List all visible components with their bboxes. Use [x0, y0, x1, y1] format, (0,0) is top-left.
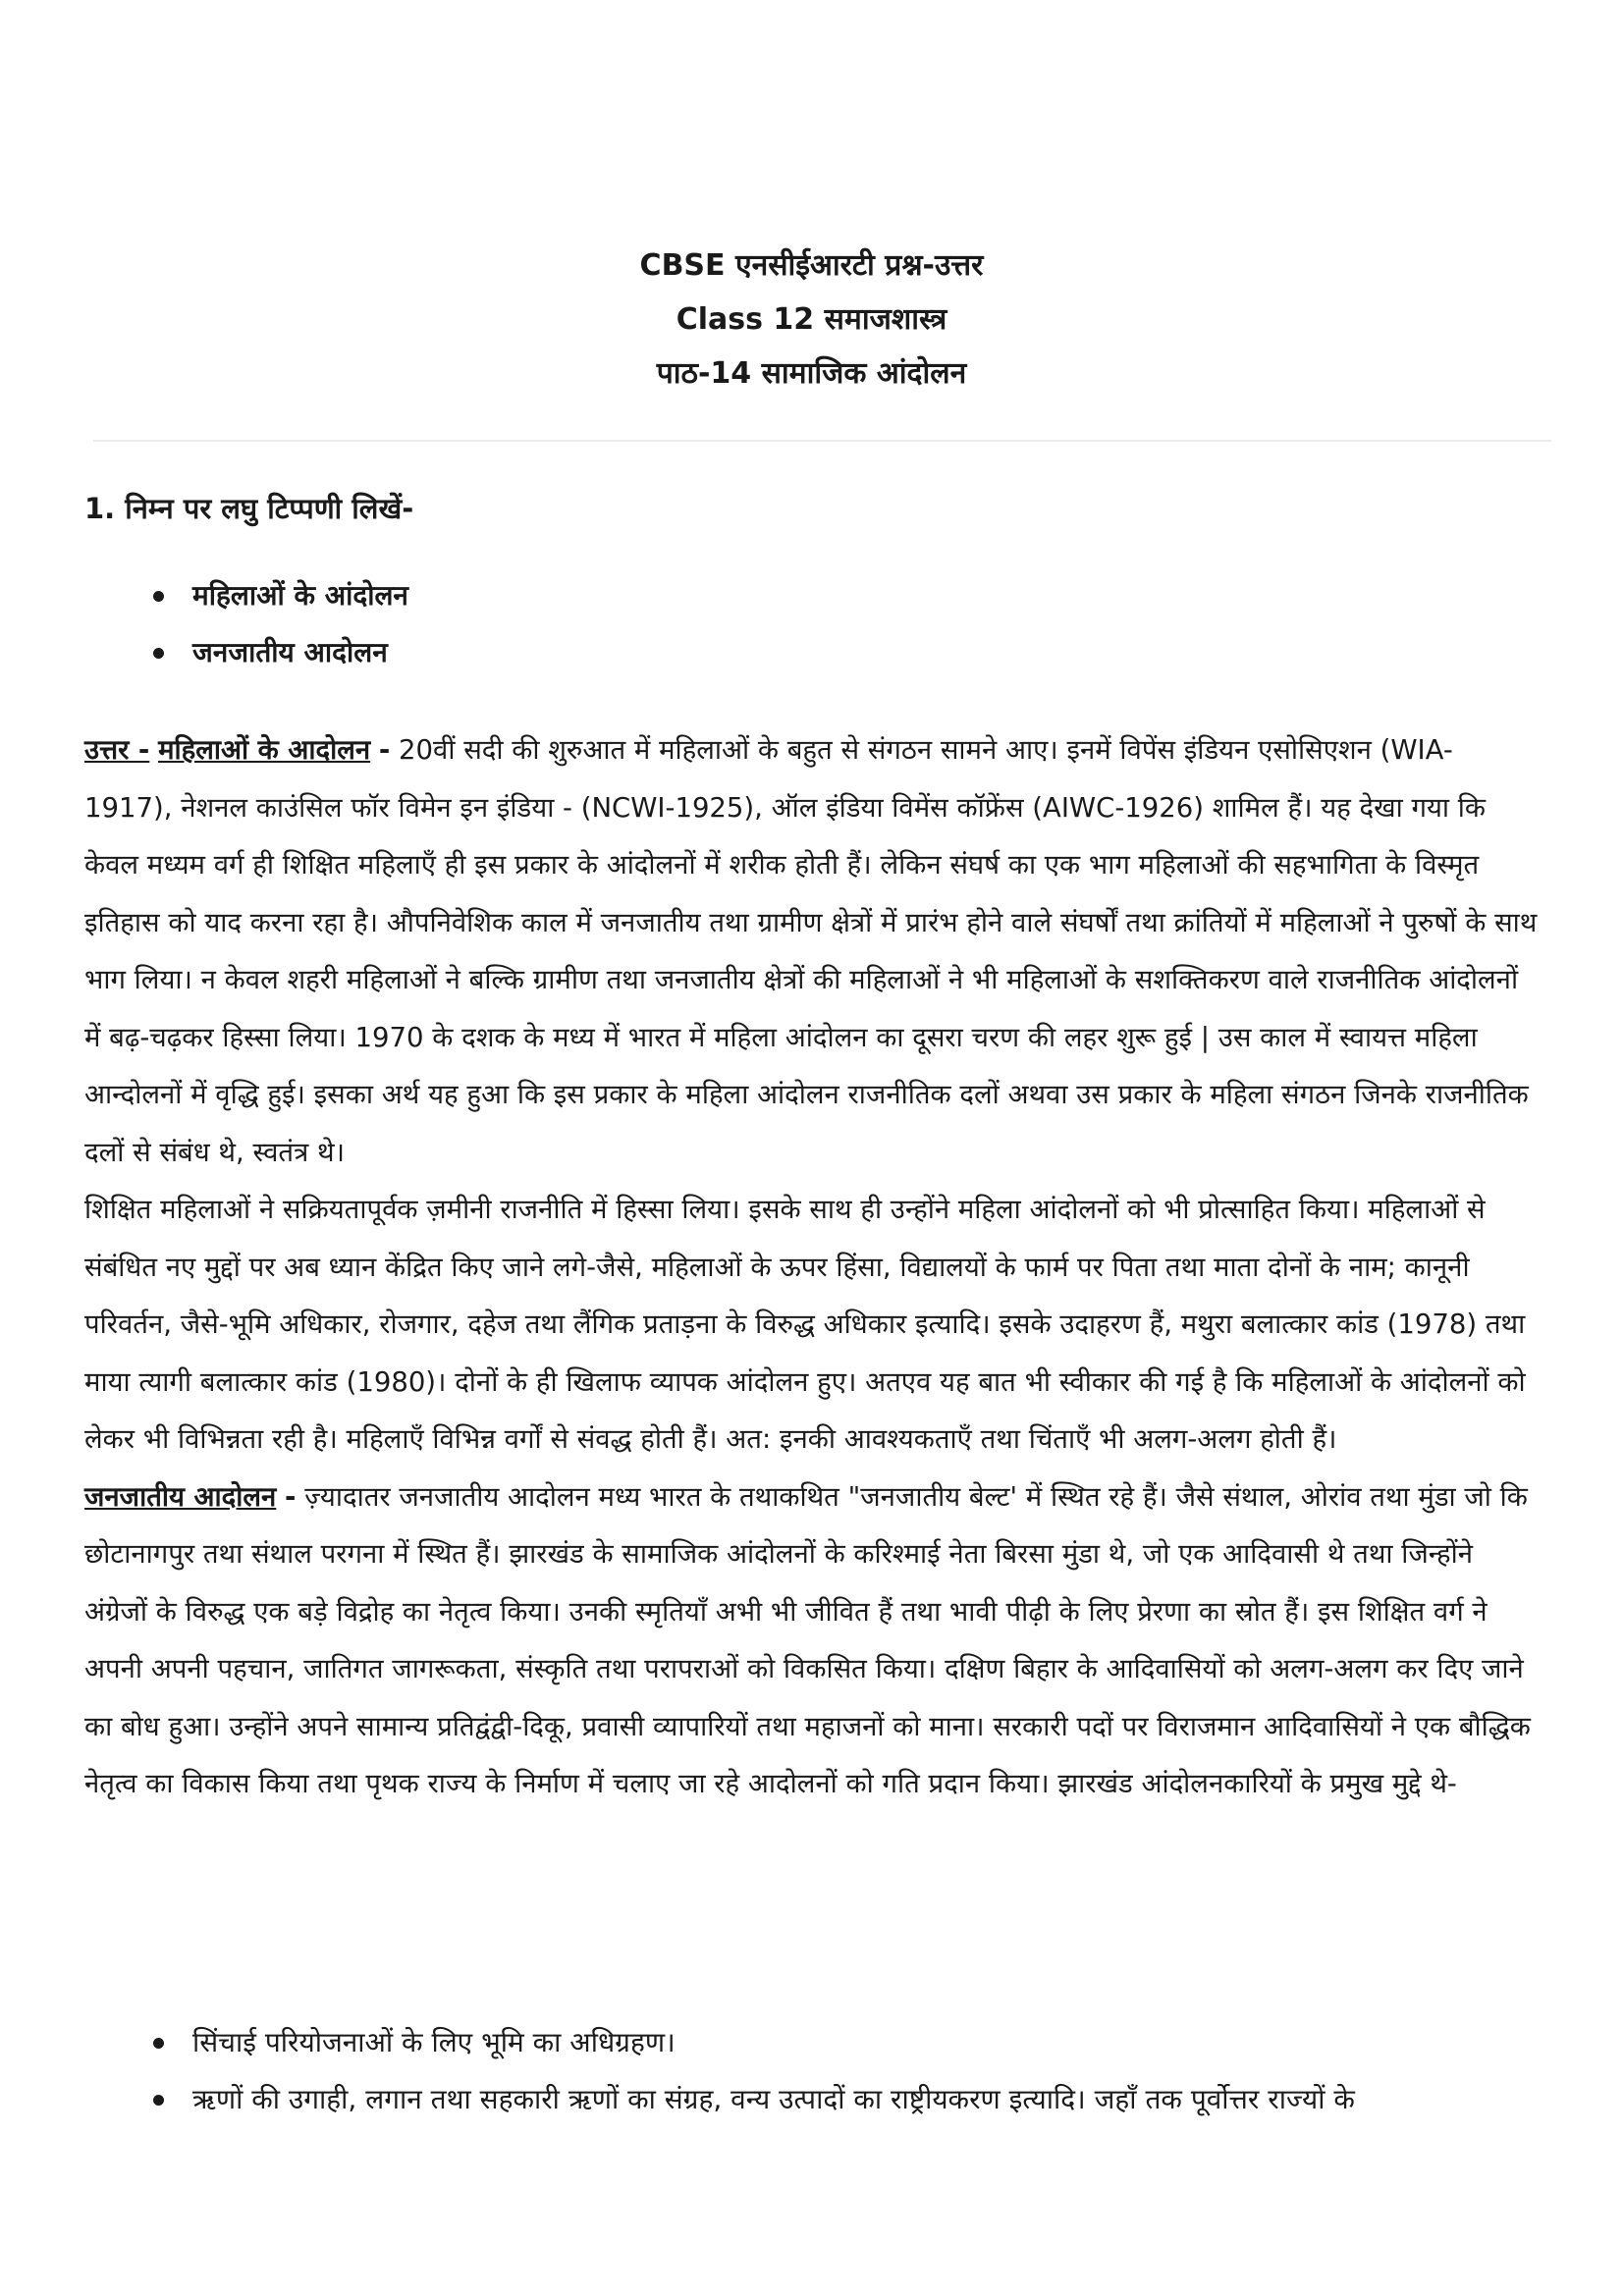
issue-text: ऋणों की उगाही, लगान तथा सहकारी ऋणों का संग्रह, वन्य उत्पादों का राष्ट्रीयकरण इत्यादि। जहाँ तक पूर्वोत्तर राज्यों के — [192, 2083, 1355, 2115]
section-heading-women: महिलाओं के आदोलन — [158, 734, 371, 766]
header-title: CBSE एनसीईआरटी प्रश्न-उत्तर — [639, 248, 984, 283]
bullet-icon — [153, 591, 164, 602]
bullet-icon — [153, 648, 164, 659]
question-list — [147, 567, 408, 681]
issue-item — [147, 2014, 1355, 2071]
header-chapter: पाठ-14 सामाजिक आंदोलन — [656, 356, 967, 391]
issues-list — [147, 2014, 1355, 2128]
answer-body — [84, 721, 1540, 1813]
answer-label: उत्तर - — [84, 734, 150, 766]
bullet-icon — [153, 2038, 164, 2049]
bullet-icon — [153, 2095, 164, 2106]
question-text: 1. निम्न पर लघु टिप्पणी लिखें- — [84, 492, 414, 525]
answer-section-tribal — [84, 1468, 1540, 1813]
paragraph: शिक्षित महिलाओं ने सक्रियतापूर्वक ज़मीनी राजनीति में हिस्सा लिया। इसके साथ ही उन्होंने महिला आंदोलनों को भी प्रोत्साहित किया। महिलाओं से संबंधित नए मुद्दों पर अब ध्यान केंद्रित किए जाने लगे-जैसे, महिलाओं के ऊपर हिंसा, विद्यालयों के फार्म पर पिता तथा माता दोनों के नाम; कानूनी परिवर्तन, जैसे-भूमि अधिकार, रोजगार, दहेज तथा लैंगिक प्रताड़ना के विरुद्ध अधिकार इत्यादि। इसके उदाहरण हैं, मथुरा बलात्कार कांड (1978) तथा माया त्यागी बलात्कार कांड (1980)। दोनों के ही खिलाफ व्यापक आंदोलन हुए। अतएव यह बात भी स्वीकार की गई है कि महिलाओं के आंदोलनों को लेकर भी विभिन्नता रही है। महिलाएँ विभिन्न वर्गों से संवद्ध होती हैं। अत: इनकी आवश्यकताएँ तथा चिंताएँ भी अलग-अलग होती हैं। — [84, 1194, 1526, 1455]
question-item-label: महिलाओं के आंदोलन — [192, 579, 408, 612]
heading-dash: - — [285, 1480, 297, 1513]
question-item-label: जनजातीय आदोलन — [192, 636, 388, 668]
paragraph: 20वीं सदी की शुरुआत में महिलाओं के बहुत से संगठन सामने आए। इनमें विपेंस इंडियन एसोसिएशन (WIA-1917), नेशनल काउंसिल फॉर विमेन इन इंडिया - (NCWI-1925), ऑल इंडिया विमेंस कॉफ्रेंस (AIWC-1926) शामिल हैं। यह देखा गया कि केवल मध्यम वर्ग ही शिक्षित महिलाएँ ही इस प्रकार के आंदोलनों में शरीक होती हैं। लेकिन संघर्ष का एक भाग महिलाओं की सहभागिता के विस्मृत इतिहास को याद करना रहा है। औपनिवेशिक काल में जनजातीय तथा ग्रामीण क्षेत्रों में प्रारंभ होने वाले संघर्षों तथा क्रांतियों में महिलाओं ने पुरुषों के साथ भाग लिया। न केवल शहरी महिलाओं ने बल्कि ग्रामीण तथा जनजातीय क्षेत्रों की महिलाओं ने भी महिलाओं के सशक्तिकरण वाले राजनीतिक आंदोलनों में बढ़-चढ़कर हिस्सा लिया। 1970 के दशक के मध्य में भारत में महिला आंदोलन का दूसरा चरण की लहर शुरू हुई | उस काल में स्वायत्त महिला आन्दोलनों में वृद्धि हुई। इसका अर्थ यह हुआ कि इस प्रकार के महिला आंदोलन राजनीतिक दलों अथवा उस प्रकार के महिला संगठन जिनके राजनीतिक दलों से संबंध थे, स्वतंत्र थे। — [84, 734, 1538, 1168]
header-divider — [93, 440, 1551, 442]
section-heading-tribal: जनजातीय आदोलन — [84, 1480, 277, 1513]
issue-item — [147, 2071, 1355, 2128]
header-class: Class 12 समाजशास्त्र — [676, 302, 947, 337]
heading-dash: - — [378, 734, 391, 766]
question-item — [147, 624, 408, 681]
question-item — [147, 567, 408, 624]
paragraph: ज़्यादातर जनजातीय आदोलन मध्य भारत के तथाकथित "जनजातीय बेल्ट' में स्थित रहे हैं। जैसे संथाल, ओरांव तथा मुंडा जो कि छोटानागपुर तथा संथाल परगना में स्थित हैं। झारखंड के सामाजिक आंदोलनों के करिश्माई नेता बिरसा मुंडा थे, जो एक आदिवासी थे तथा जिन्होंने अंग्रेजों के विरुद्ध एक बड़े विद्रोह का नेतृत्व किया। उनकी स्मृतियाँ अभी भी जीवित हैं तथा भावी पीढ़ी के लिए प्रेरणा का स्रोत हैं। इस शिक्षित वर्ग ने अपनी अपनी पहचान, जातिगत जागरूकता, संस्कृति तथा परापराओं को विकसित किया। दक्षिण बिहार के आदिवासियों को अलग-अलग कर दिए जाने का बोध हुआ। उन्होंने अपने सामान्य प्रतिद्वंद्वी-दिकू, प्रवासी व्यापारियों तथा महाजनों को माना। सरकारी पदों पर विराजमान आदिवासियों ने एक बौद्धिक नेतृत्व का विकास किया तथा पृथक राज्य के निर्माण में चलाए जा रहे आदोलनों को गति प्रदान किया। झारखंड आंदोलनकारियों के प्रमुख मुद्दे थे- — [84, 1480, 1531, 1799]
document-header — [0, 239, 1623, 400]
answer-section-women — [84, 721, 1540, 1181]
issue-text: सिंचाई परियोजनाओं के लिए भूमि का अधिग्रहण। — [192, 2026, 676, 2058]
